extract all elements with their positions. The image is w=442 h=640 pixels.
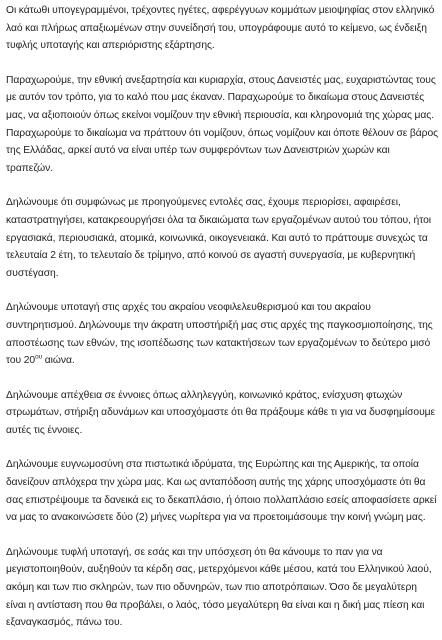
century-superscript: ου (35, 353, 43, 361)
paragraph-sovereignty: Παραχωρούμε, την εθνική ανεξαρτησία και κυριαρχία, στους Δανειστές μας, ευχαριστώντας τους με αυτόν τον τρόπο, για το καλό που μας έκαναν. Παραχωρούμε το δικαίωμα στους Δανειστές μας, να αξιοποιούν όπως εκείνοι νομίζουν την εθνική περιουσία, και κληρονομιά της χώρας μας. Παραχωρούμε το δικαίωμα να πράττουν ότι νομίζουν, όπως νομίζουν και όποτε θέλουν σε βάρος της Ελλάδας, αρκεί αυτό να είναι υπέρ των συμφερόντων των Δανειστριών χωρών και τραπεζών. (6, 74, 439, 174)
paragraph-intro: Οι κάτωθι υπογεγραμμένοι, τρέχοντες ηγέτες, αφερέγγυων κομμάτων μειοψηφίας στον ελληνικό λαό και πλήρως απαξιωμένων στην συνείδησή του, υπογράφουμε αυτό το κείμενο, ως ένδειξη τυφλής υποταγής και απεριόριστης εξάρτησης. (6, 5, 435, 52)
paragraph-gratitude: Δηλώνουμε ευγνωμοσύνη στα πιστωτικά ιδρύματα, της Ευρώπης και της Αμερικής, τα οποία δανείζουν απλόχερα την χώρα μας. Και ως ανταπόδοση αυτής της χάρης υποσχόμαστε ότι θα σας επιστρέψουμε τα δανεικά εις το δεκαπλάσιο, ή όποιο πολλαπλάσιο εσείς αποφασίσετε αρκεί να μας το ανακοινώσετε δύο (2) μήνες νωρίτερα για να προετοιμάσουμε την κοινή γνώμη μας. (6, 459, 437, 524)
paragraph-neoliberalism-tail: αιώνα. (42, 355, 75, 367)
paragraph-neoliberalism-text: Δηλώνουμε υποταγή στις αρχές του ακραίου νεοφιλελευθερισμού και του ακραίου συντηρητισμού. Δηλώνουμε την άκρατη υποστήριξή μας στις αρχές της παγκοσμιοποίησης, της αποστέωσης των εθνών, της ισοπέδωσης των κατακτήσεων των εργαζομένων το δεύτερο μισό του 20 (6, 302, 433, 367)
paragraph-submission: Δηλώνουμε τυφλή υποταγή, σε εσάς και την υπόσχεση ότι θα κάνουμε το παν για να μεγιστοποιηθούν, αυξηθούν τα κέρδη σας, μετερχόμενοι κάθε μέσου, κατά του Ελληνικού λαού, ακόμη και των πιο σκληρών, των πιο οδυνηρών, των πιο αποτρόπαιων. Όσο δε μεγαλύτερη είναι η αντίσταση που θα προβάλει, ο λαός, τόσο μεγαλύτερη θα είναι και η δική μας πίεση και εξαναγκασμός, πάνω του. (6, 546, 432, 629)
paragraph-workers-rights: Δηλώνουμε ότι συμφώνως με προηγούμενες εντολές σας, έχουμε περιορίσει, αφαιρέσει, καταστρατηγήσει, κατακρεουργήσει όλα τα δικαιώματα των εργαζομένων αυτού του τόπου, ήτοι εργασιακά, περιουσιακά, ατομικά, κοινωνικά, οικογενειακά. Και αυτό το πράττουμε συνεχώς τα τελευταία 2 έτη, το τελευταίο δε τρίμηνο, από κοινού σε αγαστή συνεργασία, με κυβερνητική συστέγαση. (6, 197, 431, 279)
paragraph-neoliberalism (6, 299, 439, 369)
paragraph-solidarity: Δηλώνουμε απέχθεια σε έννοιες όπως αλληλεγγύη, κοινωνικό κράτος, ενίσχυση φτωχών στρωμάτων, στήριξη αδυνάμων και υποσχόμαστε ότι θα πράξουμε κάθε τι για να δυσφημίσουμε αυτές τις έννοιες. (6, 389, 436, 436)
